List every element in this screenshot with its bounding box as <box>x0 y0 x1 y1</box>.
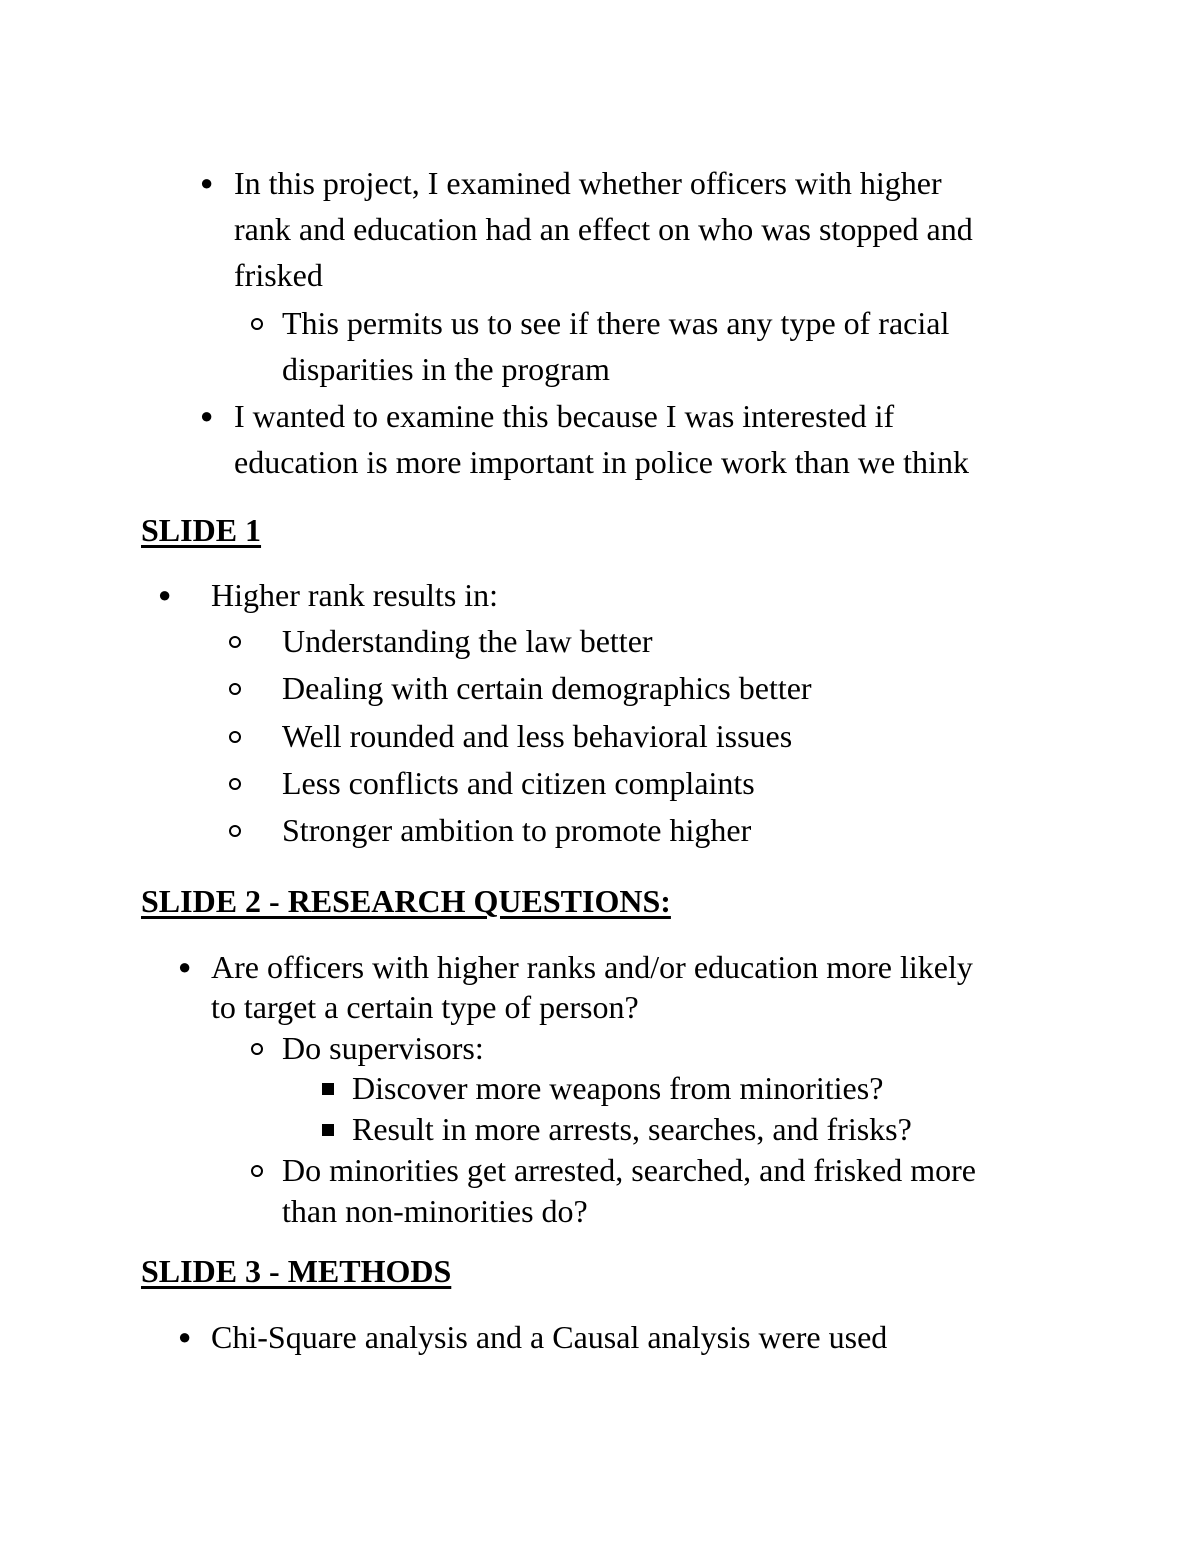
slide2-bullet-line2: to target a certain type of person? <box>211 989 639 1025</box>
bullet-icon: ● <box>158 582 172 607</box>
slide2-sub1: Do supervisors: <box>282 1030 484 1066</box>
intro-bullet1-line2: rank and education had an effect on who was stopped and <box>234 211 973 247</box>
square-bullet-icon <box>322 1083 334 1095</box>
circle-bullet-icon <box>229 636 241 648</box>
slide2-sub1-item: Discover more weapons from minorities? <box>352 1070 884 1106</box>
intro-bullet1-line3: frisked <box>234 257 323 293</box>
intro-bullet1-line1: In this project, I examined whether officers with higher <box>234 165 942 201</box>
slide1-item: Dealing with certain demographics better <box>282 670 812 706</box>
slide3-bullet: Chi-Square analysis and a Causal analysis were used <box>211 1319 888 1355</box>
bullet-icon: ● <box>178 1324 192 1349</box>
intro-bullet2-line2: education is more important in police work than we think <box>234 444 969 480</box>
slide1-item: Understanding the law better <box>282 623 653 659</box>
bullet-icon: ● <box>200 170 214 195</box>
slide2-sub2-line1: Do minorities get arrested, searched, and frisked more <box>282 1152 976 1188</box>
bullet-icon: ● <box>178 954 192 979</box>
slide1-item: Well rounded and less behavioral issues <box>282 718 793 754</box>
slide3-heading: SLIDE 3 - METHODS <box>141 1253 452 1289</box>
intro-sub-line2: disparities in the program <box>282 351 610 387</box>
intro-bullet2-line1: I wanted to examine this because I was interested if <box>234 398 895 434</box>
slide2-bullet-line1: Are officers with higher ranks and/or education more likely <box>211 949 973 985</box>
circle-bullet-icon <box>229 683 241 695</box>
bullet-icon: ● <box>200 403 214 428</box>
slide2-sub1-item: Result in more arrests, searches, and frisks? <box>352 1111 912 1147</box>
circle-bullet-icon <box>251 318 263 330</box>
slide1-bullet: Higher rank results in: <box>211 577 499 613</box>
slide2-heading: SLIDE 2 - RESEARCH QUESTIONS: <box>141 883 671 919</box>
circle-bullet-icon <box>229 778 241 790</box>
slide1-item: Less conflicts and citizen complaints <box>282 765 755 801</box>
circle-bullet-icon <box>251 1043 263 1055</box>
slide1-heading: SLIDE 1 <box>141 512 262 548</box>
circle-bullet-icon <box>229 825 241 837</box>
slide2-sub2-line2: than non-minorities do? <box>282 1193 588 1229</box>
slide1-item: Stronger ambition to promote higher <box>282 812 752 848</box>
circle-bullet-icon <box>229 731 241 743</box>
circle-bullet-icon <box>251 1165 263 1177</box>
intro-sub-line1: This permits us to see if there was any type of racial <box>282 305 950 341</box>
square-bullet-icon <box>322 1124 334 1136</box>
